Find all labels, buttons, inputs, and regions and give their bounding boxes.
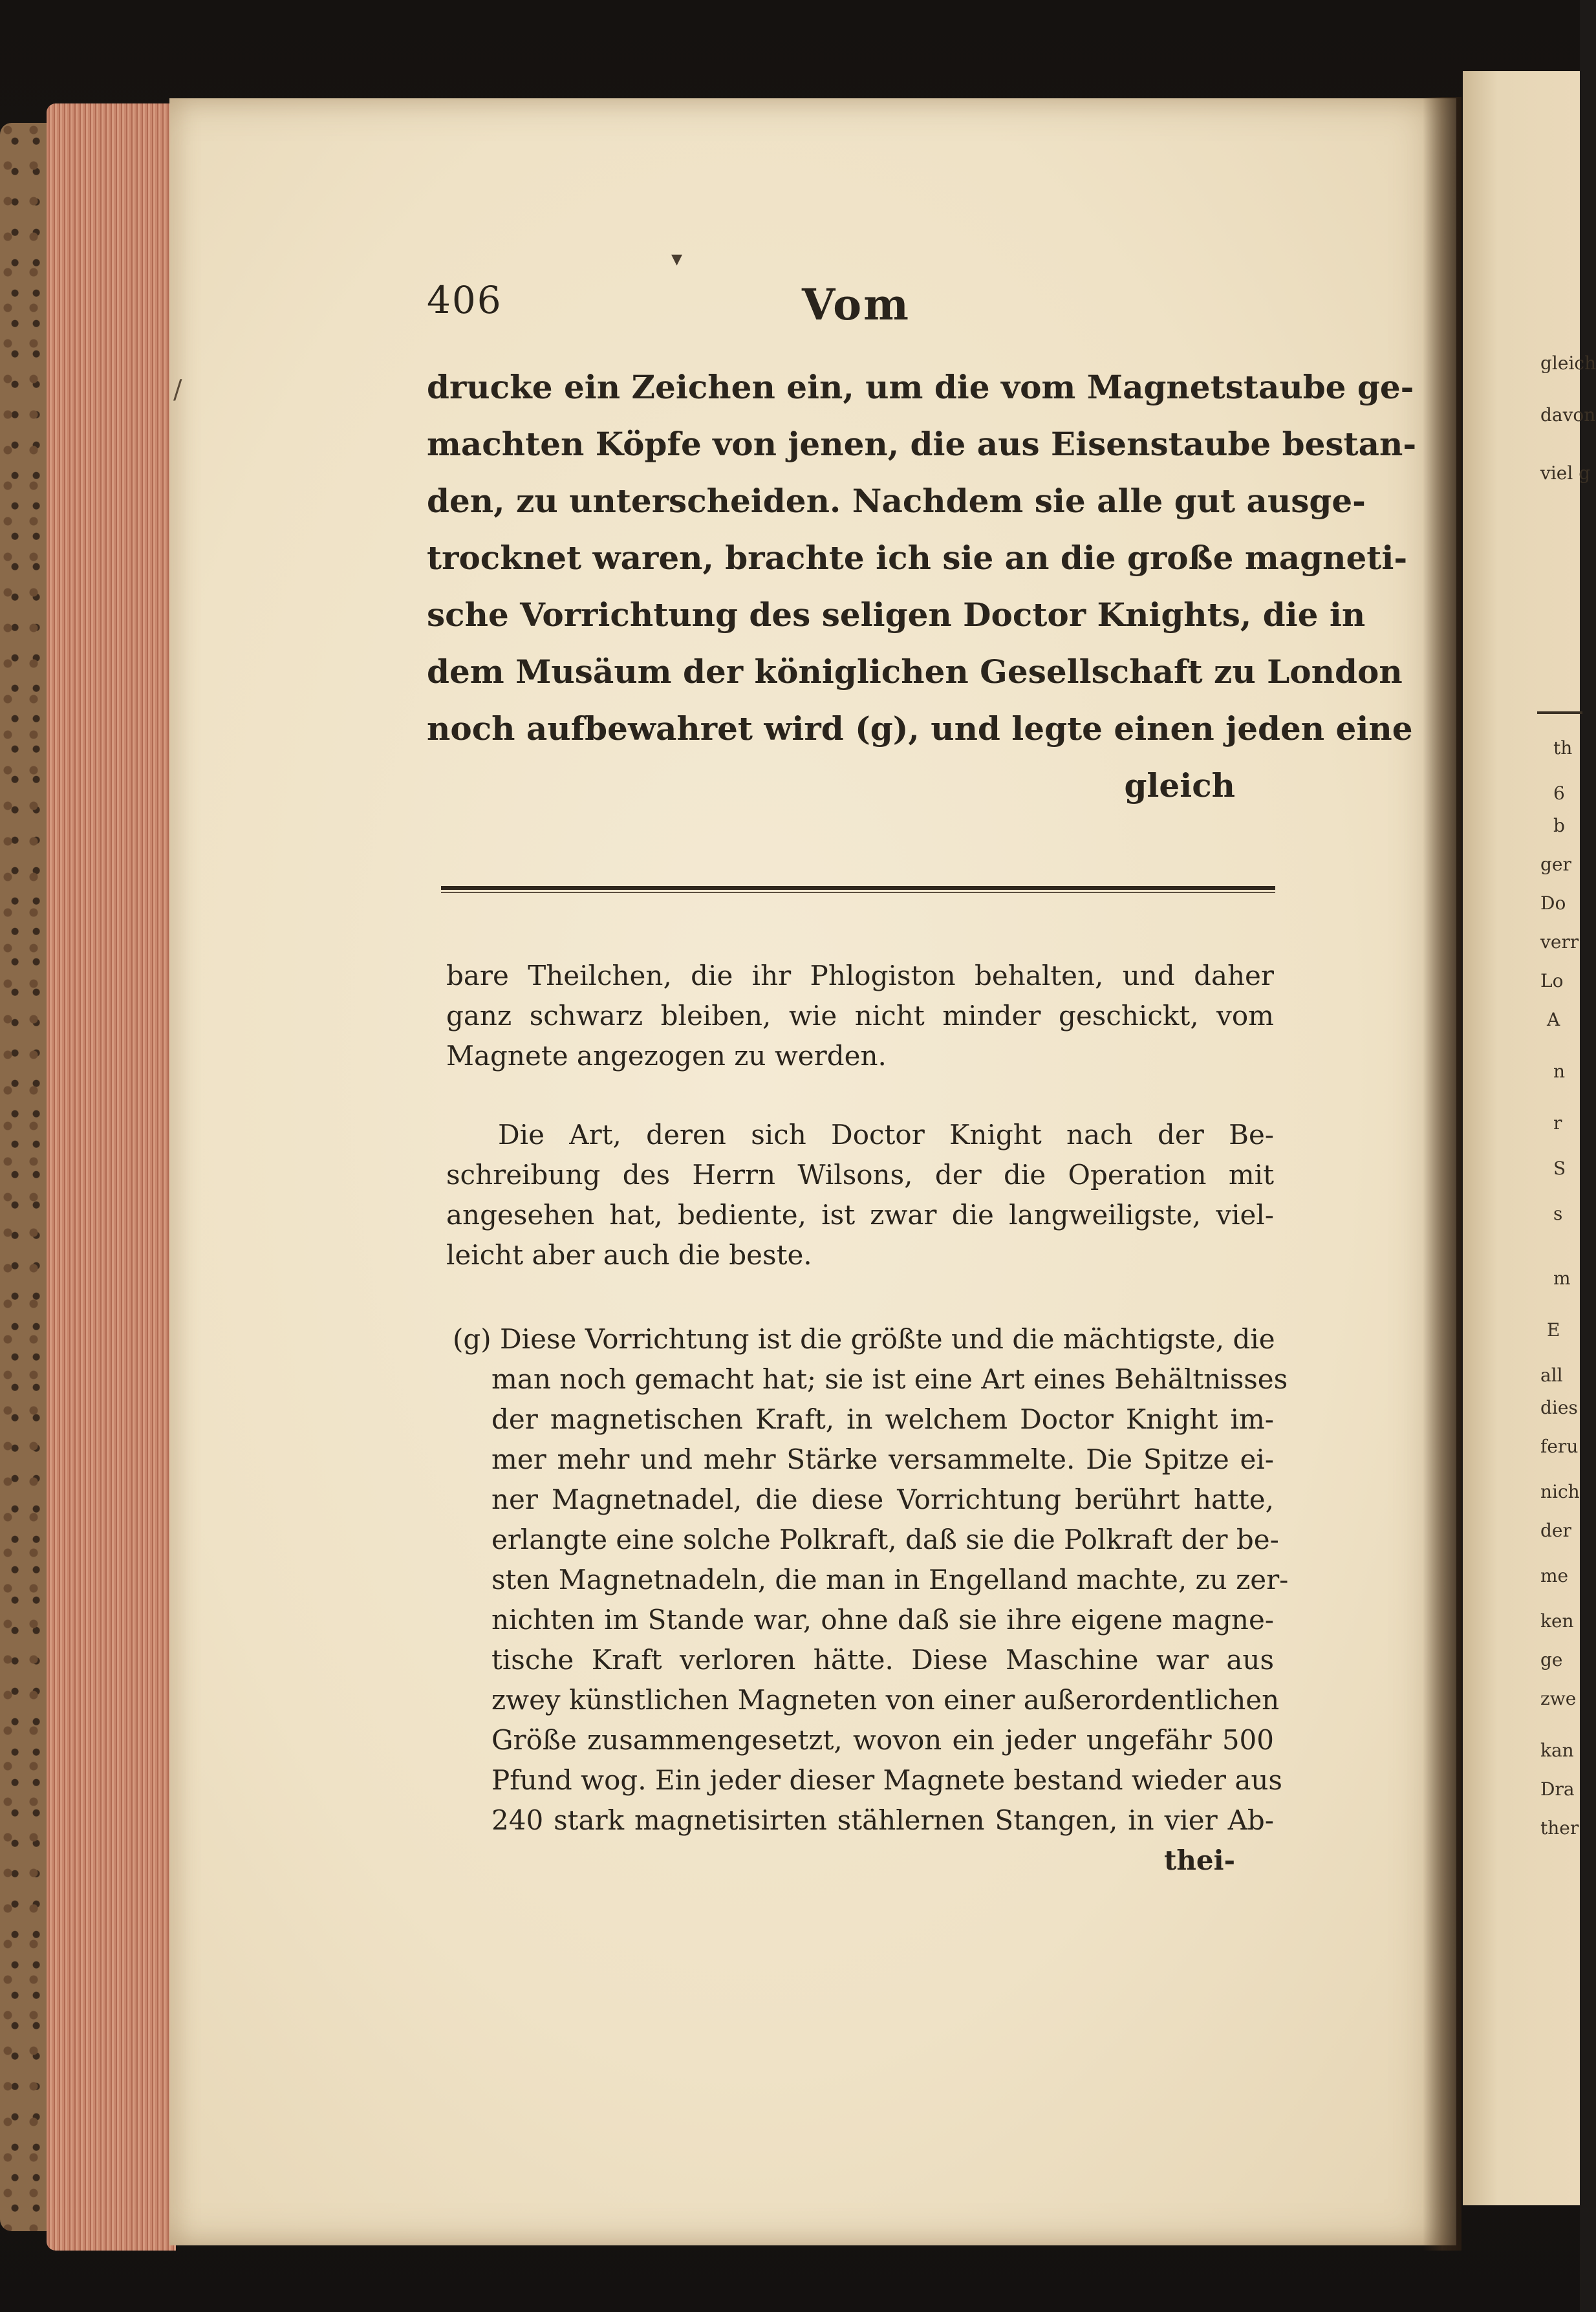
facing-page-fragment: feru (1540, 1436, 1579, 1457)
facing-page-rule (1537, 711, 1582, 714)
footnote-line: Größe zusammengesetzt, wovon ein jeder ungefähr 500 (491, 1724, 1274, 1756)
footnote-line: man noch gemacht hat; sie ist eine Art eines Behältnisses (491, 1363, 1288, 1395)
facing-page-fragment: zwe (1540, 1688, 1577, 1709)
facing-page-fragment: davon (1540, 404, 1596, 426)
catchword: thei- (1163, 1844, 1235, 1876)
facing-page-fragment: ken (1540, 1610, 1574, 1632)
facing-page-fragment: nich (1540, 1481, 1580, 1502)
facing-page-fragment: r (1553, 1112, 1562, 1134)
margin-mark: / (173, 375, 182, 405)
footnote-line: Die Art, deren sich Doctor Knight nach der Be- (498, 1119, 1274, 1151)
main-text-line: dem Musäum der königlichen Gesellschaft zu London (427, 653, 1403, 691)
facing-page-fragment: verr (1540, 931, 1579, 953)
footnote-separator (441, 886, 1275, 890)
footnote-line: Pfund wog. Ein jeder dieser Magnete bestand wieder aus (491, 1764, 1282, 1796)
footnote-continuation (446, 956, 1274, 1275)
ink-mark: ▾ (671, 246, 683, 272)
page-header (427, 265, 1280, 336)
footnote-line: ganz schwarz bleiben, wie nicht minder geschickt, vom (446, 1000, 1274, 1032)
footnote-line: angesehen hat, bediente, ist zwar die langweiligste, viel- (446, 1199, 1274, 1231)
facing-page-fragment: th (1553, 737, 1573, 759)
page-number: 406 (427, 278, 502, 322)
facing-page-fragment: gleich (1540, 352, 1596, 374)
footnote-g (453, 1319, 1289, 1881)
facing-page-fragment: dies (1540, 1397, 1578, 1418)
facing-page-fragment: S (1553, 1158, 1566, 1179)
facing-page (1463, 71, 1596, 2205)
footnote-line: schreibung des Herrn Wilsons, der die Operation mit (446, 1159, 1274, 1191)
facing-page-fragment: ger (1540, 854, 1571, 875)
facing-page-fragment: all (1540, 1365, 1563, 1386)
footnote-line: (g) Diese Vorrichtung ist die größte und die mächtigste, die (453, 1323, 1275, 1355)
facing-page-fragment: m (1553, 1268, 1571, 1289)
facing-page-fragment: s (1553, 1203, 1563, 1224)
facing-page-fragment: A (1547, 1009, 1560, 1030)
facing-page-fragment: E (1547, 1319, 1560, 1341)
facing-page-fragment: der (1540, 1520, 1571, 1541)
footnote-line: nichten im Stande war, ohne daß sie ihre eigene magne- (491, 1604, 1274, 1636)
facing-page-fragment: Do (1540, 892, 1566, 914)
main-text-line: drucke ein Zeichen ein, um die vom Magnetstaube ge- (427, 368, 1414, 406)
page-edges (47, 103, 176, 2251)
footnote-line: 240 stark magnetisirten stählernen Stangen, in vier Ab- (491, 1804, 1274, 1836)
main-text-line: den, zu unterscheiden. Nachdem sie alle gut ausge- (427, 482, 1366, 520)
main-text-block (427, 359, 1417, 814)
facing-page-fragment: kan (1540, 1740, 1574, 1761)
main-text-line: noch aufbewahret wird (g), und legte einen jeden eine (427, 709, 1413, 748)
footnote-line: leicht aber auch die beste. (446, 1239, 812, 1271)
facing-page-fragment: viel g (1540, 462, 1591, 484)
footnote-line: Magnete angezogen zu werden. (446, 1040, 887, 1072)
footnote-line: der magnetischen Kraft, in welchem Doctor Knight im- (491, 1403, 1274, 1435)
footnote-line: ner Magnetnadel, die diese Vorrichtung berührt hatte, (491, 1484, 1274, 1515)
footnote-line: tische Kraft verloren hätte. Diese Maschine war aus (491, 1644, 1274, 1676)
footnote-line: bare Theilchen, die ihr Phlogiston behalten, und daher (446, 960, 1274, 991)
facing-page-fragment: 6 (1553, 783, 1565, 804)
footnote-line: zwey künstlichen Magneten von einer außerordentlichen (491, 1684, 1280, 1716)
facing-page-fragment: me (1540, 1565, 1569, 1586)
facing-page-fragment: Dra (1540, 1778, 1575, 1800)
facing-page-fragment: ge (1540, 1649, 1563, 1670)
main-text-line: machten Köpfe von jenen, die aus Eisenstaube bestan- (427, 425, 1417, 463)
footnote-line: sten Magnetnadeln, die man in Engelland machte, zu zer- (491, 1564, 1289, 1595)
footnote-line: erlangte eine solche Polkraft, daß sie die Polkraft der be- (491, 1524, 1279, 1555)
running-head: Vom (802, 279, 911, 330)
facing-page-fragment: Lo (1540, 970, 1564, 991)
main-text-line: sche Vorrichtung des seligen Doctor Knights, die in (427, 596, 1366, 634)
catchword: gleich (1124, 766, 1235, 805)
book-gutter (1423, 97, 1461, 2251)
facing-page-fragment: ther (1540, 1817, 1579, 1839)
footnote-line: mer mehr und mehr Stärke versammelte. Die Spitze ei- (491, 1443, 1274, 1475)
facing-page-fragment: n (1553, 1061, 1566, 1082)
facing-page-fragment: b (1553, 815, 1565, 836)
main-text-line: trocknet waren, brachte ich sie an die große magneti- (427, 539, 1408, 577)
